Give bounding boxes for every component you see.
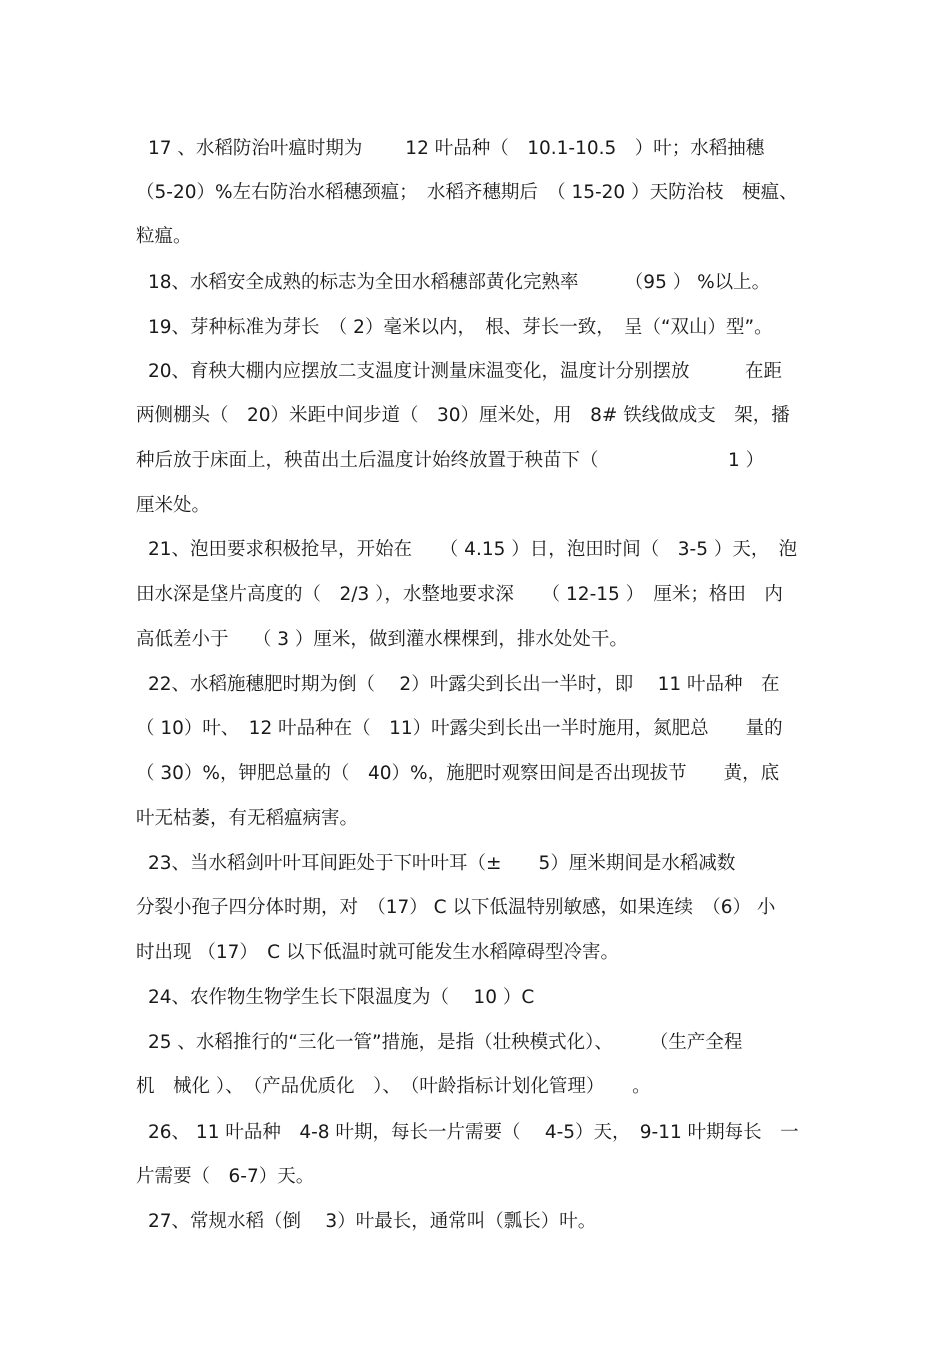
text-line: （5-20）%左右防治水稻穗颈瘟； 水稻齐穗期后 （ 15-20 ）天防治枝 梗瘟、: [136, 182, 798, 203]
text-line: 24、农作物生物学生长下限温度为（ 10 ）C: [148, 987, 535, 1008]
text-line: 27、常规水稻（倒 3）叶最长，通常叫（瓢长）叶。: [148, 1211, 597, 1232]
text-line: 22、水稻施穗肥时期为倒（ 2）叶露尖到长出一半时，即 11 叶品种 在: [148, 674, 780, 695]
text-line: 片需要（ 6-7）天。: [136, 1166, 315, 1187]
text-line: 18、水稻安全成熟的标志为全田水稻穗部黄化完熟率 （95 ） %以上。: [148, 272, 771, 293]
text-line: 机 械化 ）、 （产品优质化 ）、 （叶龄指标计划化管理） 。: [136, 1076, 651, 1097]
text-line: 分裂小孢子四分体时期，对 （17） C 以下低温特别敏感，如果连续 （6） 小: [136, 897, 776, 918]
text-line: （ 30）%，钾肥总量的（ 40）%，施肥时观察田间是否出现拔节 黄，底: [136, 763, 780, 784]
text-line: 26、 11 叶品种 4-8 叶期，每长一片需要（ 4-5）天， 9-11 叶期每长 一: [148, 1122, 799, 1143]
text-line: 19、芽种标准为芽长 （ 2）毫米以内， 根、芽长一致， 呈（“双山）型”。: [148, 317, 773, 338]
text-line: 17 、水稻防治叶瘟时期为 12 叶品种（ 10.1-10.5 ）叶；水稻抽穗: [148, 138, 765, 159]
text-line: 高低差小于 （ 3 ）厘米，做到灌水棵棵到，排水处处干。: [136, 629, 628, 650]
text-line: 21、泡田要求积极抢早，开始在 （ 4.15 ）日，泡田时间（ 3-5 ）天， 泡: [148, 539, 798, 560]
text-line: 两侧棚头（ 20）米距中间步道（ 30）厘米处，用 8# 铁线做成支 架，播: [136, 405, 790, 426]
text-line: 厘米处。: [136, 495, 211, 516]
text-line: 粒瘟。: [136, 226, 192, 247]
text-line: 时出现 （17） C 以下低温时就可能发生水稻障碍型冷害。: [136, 942, 619, 963]
text-line: 种后放于床面上，秧苗出土后温度计始终放置于秧苗下（ 1 ）: [136, 450, 765, 471]
text-line: 23、当水稻剑叶叶耳间距处于下叶叶耳（± 5）厘米期间是水稻减数: [148, 853, 736, 874]
text-line: 叶无枯萎，有无稻瘟病害。: [136, 808, 359, 829]
text-line: 25 、水稻推行的“三化一管”措施，是指（壮秧模式化）、 （生产全程: [148, 1032, 743, 1053]
text-line: （ 10）叶、 12 叶品种在（ 11）叶露尖到长出一半时施用，氮肥总 量的: [136, 718, 783, 739]
text-line: 20、育秧大棚内应摆放二支温度计测量床温变化，温度计分别摆放 在距: [148, 361, 783, 382]
text-line: 田水深是垡片高度的（ 2/3 ），水整地要求深 （ 12-15 ） 厘米；格田 内: [136, 584, 783, 605]
